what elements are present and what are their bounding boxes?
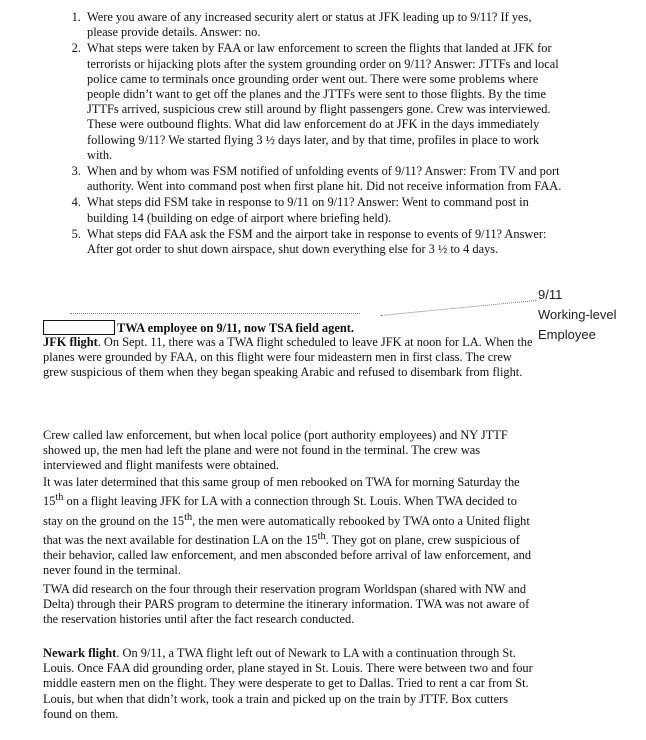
ordinal-suffix: th (184, 511, 193, 523)
research-paragraph: TWA did research on the four through their reservation program Worldspan (shared with NW and Delta) through their PARS program to determine the itinerary information. TWA was not aware of the reservation histories until after the fact research conducted. (43, 582, 530, 627)
question-item-3: 3. When and by whom was FSM notified of unfolding events of 9/11? Answer: From TV and port authority. Went into command post when first plane hit. Did not receive information from FAA. (84, 164, 562, 194)
jfk-flight-paragraph (43, 335, 535, 381)
heading-text: TWA employee on 9/11, now TSA field agent. (117, 321, 354, 335)
newark-flight-paragraph (43, 646, 535, 722)
dotted-separator (70, 313, 360, 314)
ordinal-suffix: th (55, 492, 64, 504)
rebooking-text-a: It was later determined that this same group of men rebooked on TWA for morning Saturday the 15 (43, 475, 520, 509)
question-item-2: 2. What steps were taken by FAA or law enforcement to screen the flights that landed at JFK for terrorists or hijacking plots after the system grounding order on 9/11? Answer: JTTFs and local police came to terminals once grounding order went out. There were some problems where people didn’t want to get off the planes and the JTTFs were sent to those flights. By the time JTTFs arrived, suspicious crew still around by flight passengers gone. Crew was interviewed. These were outbound flights. What did law enforcement do at JFK in the days immediately following 9/11? We started flying 3 ½ days later, and by that time, profiles in place to work with. (84, 41, 562, 163)
question-item-1: 1. Were you aware of any increased security alert or status at JFK leading up to 9/11? If yes, please provide details. Answer: no. (84, 10, 562, 40)
redaction-box (43, 320, 115, 335)
newark-flight-label: Newark flight (43, 646, 117, 660)
interviewee-heading (43, 320, 535, 336)
handwritten-margin-note (538, 285, 642, 345)
jfk-flight-label: JFK flight (43, 335, 98, 349)
newark-flight-text: . On 9/11, a TWA flight left out of Newark to LA with a continuation through St. Louis. Once FAA did grounding order, plane stayed in St. Louis. There were between two and four middle eastern men on the flight. They were desperate to get to Dallas. Tried to rent a car from St. Louis, but when that didn’t work, took a train and picked up on the train by JTTF. Box cutters found on them. (43, 646, 533, 721)
jfk-flight-text: . On Sept. 11, there was a TWA flight scheduled to leave JFK at noon for LA. When the planes were grounded by FAA, on this flight were four mideastern men in first class. The crew grew suspicious of them when they began speaking Arabic and refused to disembark from flight. (43, 335, 533, 380)
margin-note-line-3: Employee (538, 327, 596, 342)
rebooking-text-c: , the men were automatically rebooked by TWA onto a United flight that was the next available for destination LA on the 15 (43, 513, 530, 547)
rebooking-text-b: on a flight leaving JFK for LA with a connection through St. Louis. When TWA decided to stay on the ground on the 15 (43, 494, 517, 528)
question-item-5: 5. What steps did FAA ask the FSM and the airport take in response to events of 9/11? Answer: After got order to shut down airspace, shut down everything else for 3 ½ to 4 days. (84, 227, 562, 257)
question-list (55, 10, 562, 258)
ordinal-suffix: th (317, 530, 326, 542)
margin-note-line-1: 9/11 (538, 287, 563, 302)
margin-note-line-2: Working-level (538, 307, 617, 322)
rebooking-paragraph (43, 475, 535, 579)
crew-paragraph: Crew called law enforcement, but when local police (port authority employees) and NY JTTF showed up, the men had left the plane and were not found in the terminal. The crew was interviewed and flight manifests were obtained. (43, 428, 508, 473)
rebooking-text-d: . They got on plane, crew suspicious of their behavior, called law enforcement, and men absconded before arrival of law enforcement, and never found in the terminal. (43, 532, 532, 578)
annotation-leader-line (381, 300, 536, 316)
question-item-4: 4. What steps did FSM take in response to 9/11 on 9/11? Answer: Went to command post in building 14 (building on edge of airport where briefing held). (84, 195, 562, 225)
